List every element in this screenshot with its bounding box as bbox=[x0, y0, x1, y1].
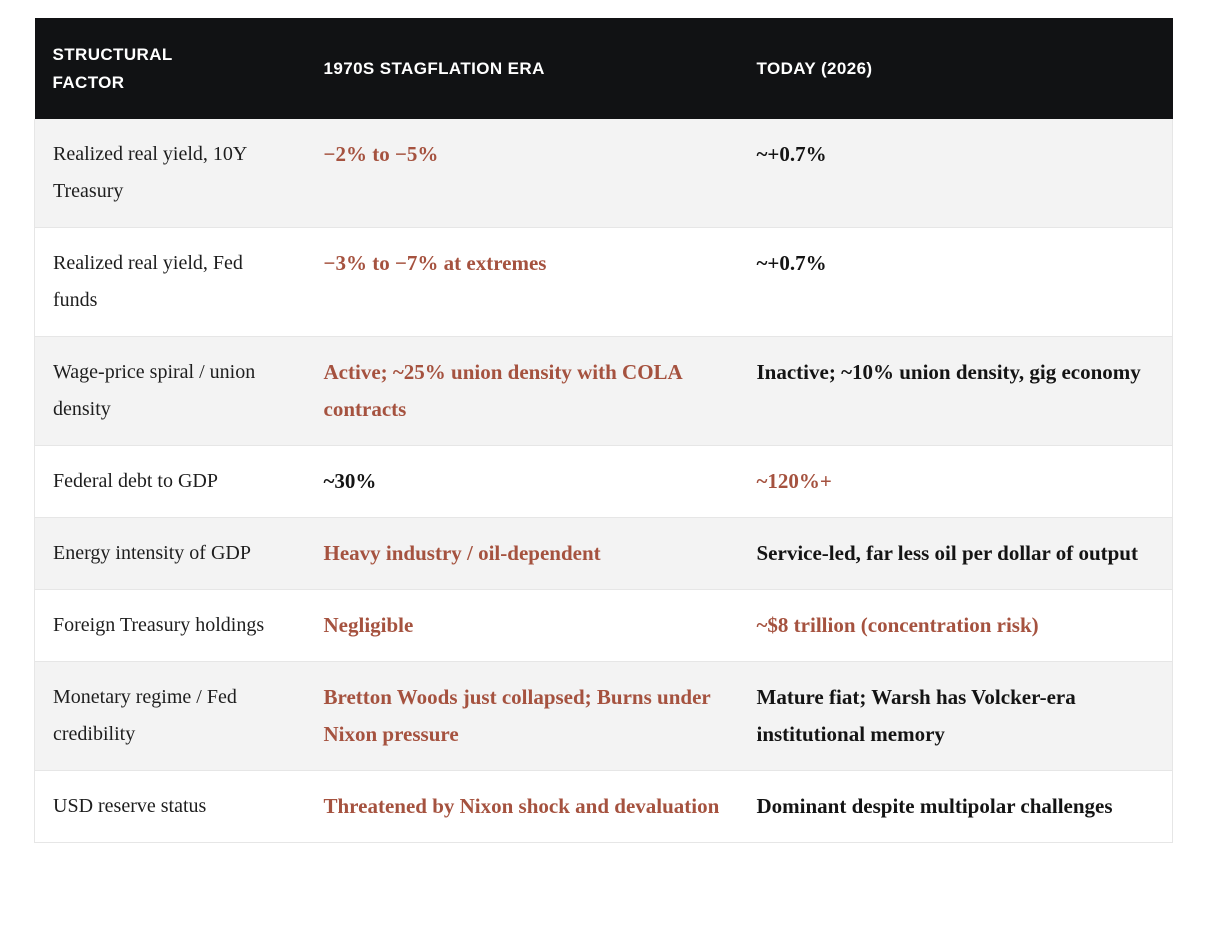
factor-cell: Foreign Treasury holdings bbox=[35, 590, 306, 662]
table-header bbox=[35, 18, 1173, 119]
today-cell: Mature fiat; Warsh has Volcker-era institutional memory bbox=[739, 662, 1173, 771]
era1970s-cell: Threatened by Nixon shock and devaluation bbox=[306, 771, 739, 843]
factor-cell: Wage-price spiral / union density bbox=[35, 337, 306, 446]
header-row bbox=[35, 18, 1173, 119]
era1970s-cell: −2% to −5% bbox=[306, 119, 739, 228]
comparison-table-container bbox=[34, 18, 1172, 843]
factor-cell: Realized real yield, Fed funds bbox=[35, 228, 306, 337]
table-row bbox=[35, 228, 1173, 337]
era1970s-cell: −3% to −7% at extremes bbox=[306, 228, 739, 337]
header-structural-factor: STRUCTURAL FACTOR bbox=[35, 18, 306, 119]
today-cell: ~$8 trillion (concentration risk) bbox=[739, 590, 1173, 662]
table-row bbox=[35, 446, 1173, 518]
era1970s-cell: ~30% bbox=[306, 446, 739, 518]
table-row bbox=[35, 771, 1173, 843]
today-cell: ~+0.7% bbox=[739, 228, 1173, 337]
factor-cell: USD reserve status bbox=[35, 771, 306, 843]
table-row bbox=[35, 337, 1173, 446]
table-row bbox=[35, 662, 1173, 771]
today-cell: ~120%+ bbox=[739, 446, 1173, 518]
header-1970s-era: 1970S STAGFLATION ERA bbox=[306, 18, 739, 119]
today-cell: ~+0.7% bbox=[739, 119, 1173, 228]
era1970s-cell: Negligible bbox=[306, 590, 739, 662]
table-row bbox=[35, 119, 1173, 228]
today-cell: Dominant despite multipolar challenges bbox=[739, 771, 1173, 843]
factor-cell: Realized real yield, 10Y Treasury bbox=[35, 119, 306, 228]
factor-cell: Federal debt to GDP bbox=[35, 446, 306, 518]
today-cell: Service-led, far less oil per dollar of output bbox=[739, 518, 1173, 590]
era1970s-cell: Bretton Woods just collapsed; Burns under Nixon pressure bbox=[306, 662, 739, 771]
era1970s-cell: Heavy industry / oil-dependent bbox=[306, 518, 739, 590]
table-row bbox=[35, 518, 1173, 590]
comparison-table bbox=[34, 18, 1173, 843]
header-today: TODAY (2026) bbox=[739, 18, 1173, 119]
table-body bbox=[35, 119, 1173, 843]
today-cell: Inactive; ~10% union density, gig economy bbox=[739, 337, 1173, 446]
era1970s-cell: Active; ~25% union density with COLA contracts bbox=[306, 337, 739, 446]
table-row bbox=[35, 590, 1173, 662]
factor-cell: Energy intensity of GDP bbox=[35, 518, 306, 590]
factor-cell: Monetary regime / Fed credibility bbox=[35, 662, 306, 771]
